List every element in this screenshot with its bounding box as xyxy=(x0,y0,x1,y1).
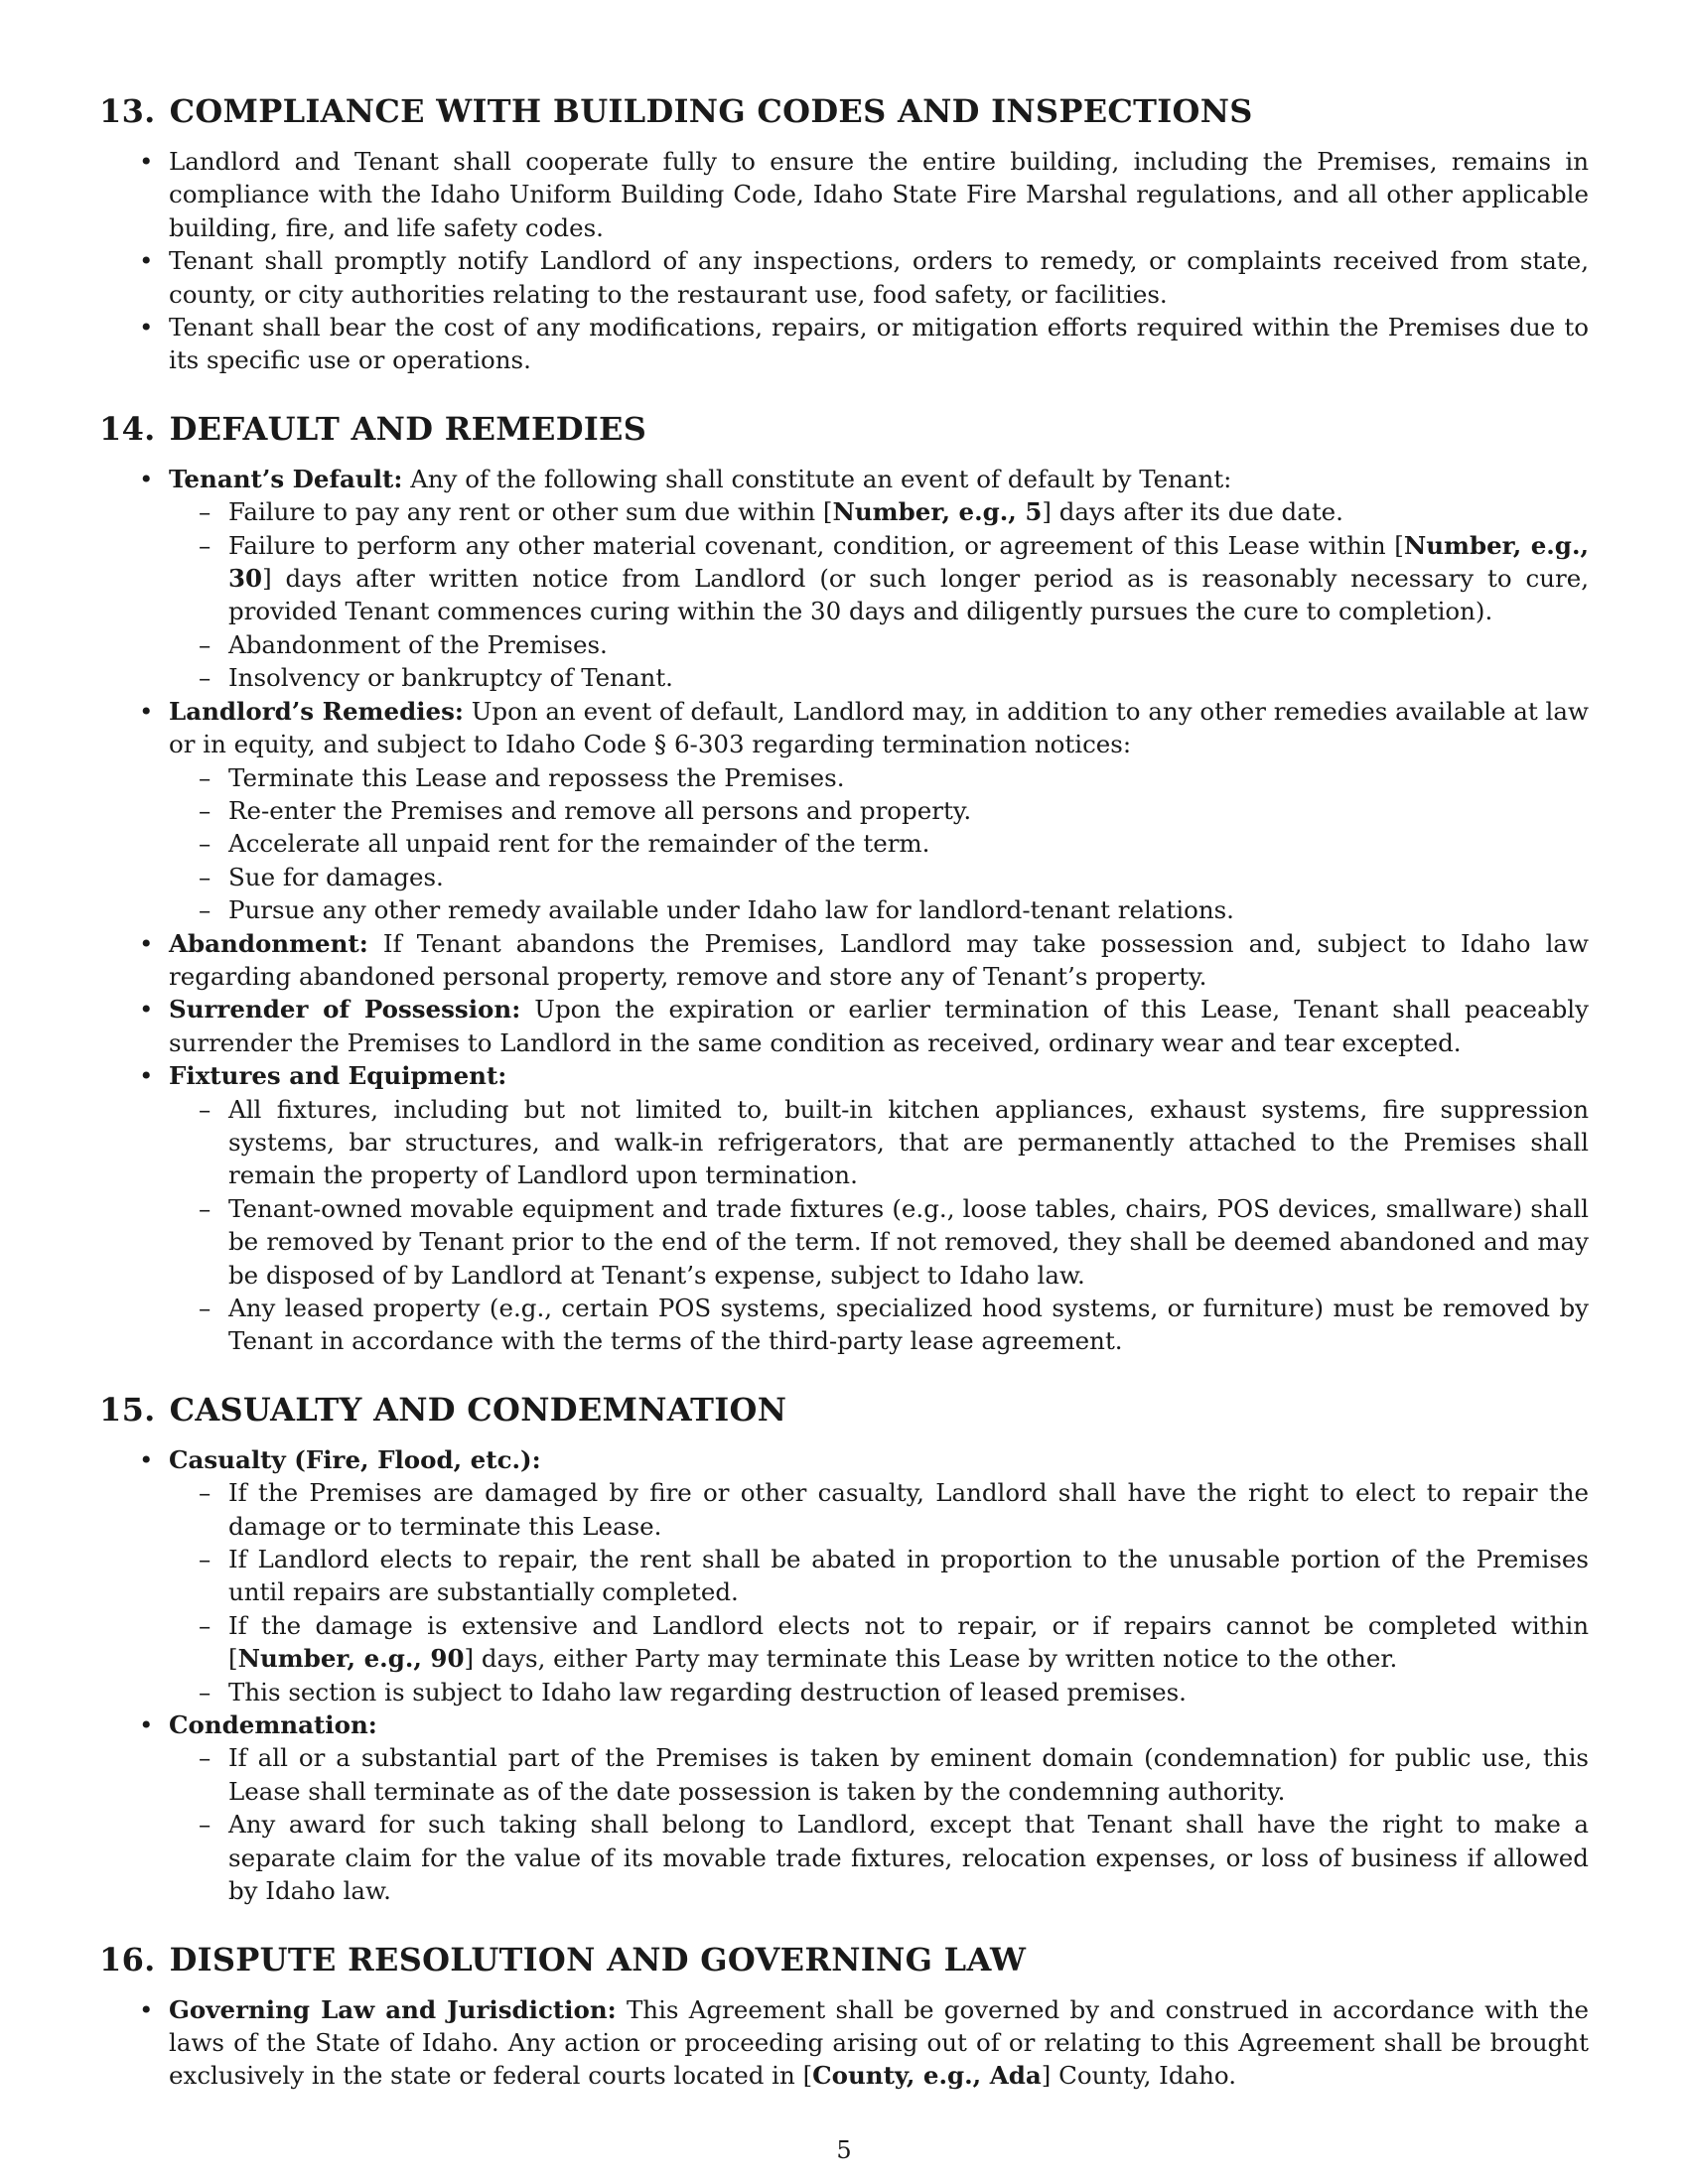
section-heading xyxy=(99,407,1589,451)
sub-list-item xyxy=(228,1476,1589,1543)
section-heading xyxy=(99,89,1589,133)
item-lead-term: Surrender of Possession: xyxy=(169,995,521,1024)
item-lead-term: Fixtures and Equipment: xyxy=(169,1061,507,1091)
item-lead-term: Landlord’s Remedies: xyxy=(169,696,464,726)
section-number: 14. xyxy=(99,409,156,448)
list-item xyxy=(169,927,1589,994)
sub-list xyxy=(169,495,1589,694)
item-text: Tenant shall bear the cost of any modifications, repairs, or mitigation efforts required within the Premises due to its specific use or operations. xyxy=(169,313,1589,375)
list-item xyxy=(169,1993,1589,2093)
section-15 xyxy=(99,1388,1589,1908)
section-title: CASUALTY AND CONDEMNATION xyxy=(169,1390,787,1429)
item-lead-term: County, e.g., Ada xyxy=(812,2061,1042,2091)
list-item xyxy=(169,1059,1589,1358)
section-number: 16. xyxy=(99,1940,156,1979)
item-text: Accelerate all unpaid rent for the remainder of the term. xyxy=(228,829,930,859)
item-text: Failure to pay any rent or other sum due within [ xyxy=(228,497,833,527)
list-item xyxy=(169,695,1589,927)
item-lead-term: Number, e.g., 30 xyxy=(228,530,1589,594)
item-lead-term: Governing Law and Jurisdiction: xyxy=(169,1994,617,2024)
list-item xyxy=(169,311,1589,377)
item-lead-term: Condemnation: xyxy=(169,1710,377,1740)
item-text: Terminate this Lease and repossess the Premises. xyxy=(228,762,845,792)
item-text: If the damage is extensive and Landlord elects not to repair, or if repairs cannot be completed within [ xyxy=(228,1610,1589,1674)
bullet-list xyxy=(99,463,1589,1358)
section-title: DISPUTE RESOLUTION AND GOVERNING LAW xyxy=(169,1940,1027,1979)
section-title: COMPLIANCE WITH BUILDING CODES AND INSPECTIONS xyxy=(169,92,1253,130)
section-number: 15. xyxy=(99,1390,156,1429)
sub-list-item xyxy=(228,1292,1589,1358)
sub-list-item xyxy=(228,495,1589,528)
item-text: All fixtures, including but not limited to, built-in kitchen appliances, exhaust systems, fire suppression systems, bar structures, and walk-in refrigerators, that are permanently attached to the Premises shall remain the property of Landlord upon termination. xyxy=(228,1094,1589,1190)
item-text: This section is subject to Idaho law regarding destruction of leased premises. xyxy=(228,1677,1187,1706)
sub-list-item xyxy=(228,1192,1589,1292)
item-lead-term: Number, e.g., 90 xyxy=(237,1644,465,1674)
sub-list xyxy=(169,1093,1589,1358)
item-text: If Tenant abandons the Premises, Landlord may take possession and, subject to Idaho law regarding abandoned personal property, remove and store any of Tenant’s property. xyxy=(169,928,1589,991)
sub-list-item xyxy=(228,1609,1589,1676)
list-item xyxy=(169,145,1589,244)
item-text: Sue for damages. xyxy=(228,862,444,891)
item-text: Failure to perform any other material covenant, condition, or agreement of this Lease within [ xyxy=(228,530,1404,560)
item-text: This Agreement shall be governed by and construed in accordance with the laws of the State of Idaho. Any action or proceeding arising out of or relating to this Agreement shall be brought exclusively in the state or federal courts located in [ xyxy=(169,1994,1590,2091)
list-item xyxy=(169,244,1589,311)
sub-list xyxy=(169,761,1589,927)
sub-list-item xyxy=(228,794,1589,827)
list-item xyxy=(169,1443,1589,1708)
section-number: 13. xyxy=(99,92,156,130)
document-page xyxy=(99,89,1589,2093)
item-text: Abandonment of the Premises. xyxy=(228,629,608,659)
item-lead-term: Abandonment: xyxy=(169,928,368,958)
item-text: ] County, Idaho. xyxy=(1041,2061,1236,2091)
sub-list-item xyxy=(228,1093,1589,1192)
item-text: Tenant shall promptly notify Landlord of any inspections, orders to remedy, or complaints received from state, county, or city authorities relating to the restaurant use, food safety, or facilities. xyxy=(169,246,1589,309)
item-text: Pursue any other remedy available under Idaho law for landlord-tenant relations. xyxy=(228,895,1234,925)
item-text: If Landlord elects to repair, the rent shall be abated in proportion to the unusable portion of the Premises until repairs are substantially completed. xyxy=(228,1545,1589,1607)
bullet-list xyxy=(99,145,1589,377)
section-heading xyxy=(99,1938,1589,1981)
item-text: Tenant-owned movable equipment and trade fixtures (e.g., loose tables, chairs, POS devices, smallware) shall be removed by Tenant prior to the end of the term. If not removed, they shall be deemed abandoned and may be disposed of by Landlord at Tenant’s expense, subject to Idaho law. xyxy=(228,1193,1589,1290)
sub-list-item xyxy=(228,893,1589,926)
item-text: Landlord and Tenant shall cooperate fully to ensure the entire building, including the Premises, remains in compliance with the Idaho Uniform Building Code, Idaho State Fire Marshal regulations, and all other applicable building, fire, and life safety codes. xyxy=(169,147,1589,242)
sub-list-item xyxy=(228,1741,1589,1808)
bullet-list xyxy=(99,1443,1589,1908)
section-heading xyxy=(99,1388,1589,1432)
sub-list-item xyxy=(228,661,1589,694)
sub-list-item xyxy=(228,827,1589,860)
sub-list xyxy=(169,1741,1589,1907)
list-item xyxy=(169,993,1589,1059)
list-item xyxy=(169,463,1589,695)
sub-list-item xyxy=(228,628,1589,661)
section-title: DEFAULT AND REMEDIES xyxy=(169,409,647,448)
item-text: Upon the expiration or earlier termination of this Lease, Tenant shall peaceably surrender the Premises to Landlord in the same condition as received, ordinary wear and tear excepted. xyxy=(169,995,1589,1057)
section-14 xyxy=(99,407,1589,1358)
sub-list xyxy=(169,1476,1589,1708)
sub-list-item xyxy=(228,761,1589,794)
item-lead-term: Casualty (Fire, Flood, etc.): xyxy=(169,1444,541,1474)
item-text: If the Premises are damaged by fire or other casualty, Landlord shall have the right to elect to repair the damage or to terminate this Lease. xyxy=(228,1478,1589,1541)
item-text: ] days after written notice from Landlord (or such longer period as is reasonably necessary to cure, provided Tenant commences curing within the 30 days and diligently pursues the cure to completion). xyxy=(228,564,1589,626)
item-lead-term: Number, e.g., 5 xyxy=(832,497,1043,527)
bullet-list xyxy=(99,1993,1589,2093)
item-text: Any leased property (e.g., certain POS systems, specialized hood systems, or furniture) must be removed by Tenant in accordance with the terms of the third-party lease agreement. xyxy=(228,1294,1589,1356)
item-lead-term: Tenant’s Default: xyxy=(169,464,403,493)
item-text: If all or a substantial part of the Premises is taken by eminent domain (condemnation) for public use, this Lease shall terminate as of the date possession is taken by the condemning authority. xyxy=(228,1743,1589,1806)
list-item xyxy=(169,1708,1589,1907)
section-16 xyxy=(99,1938,1589,2093)
sub-list-item xyxy=(228,1543,1589,1609)
item-text: Upon an event of default, Landlord may, in addition to any other remedies available at law or in equity, and subject to Idaho Code § 6-303 regarding termination notices: xyxy=(169,696,1589,759)
item-text: Any award for such taking shall belong to Landlord, except that Tenant shall have the right to make a separate claim for the value of its movable trade fixtures, relocation expenses, or loss of business if allowed by Idaho law. xyxy=(228,1810,1589,1906)
item-text: Any of the following shall constitute an event of default by Tenant: xyxy=(402,464,1232,493)
item-text: Insolvency or bankruptcy of Tenant. xyxy=(228,663,673,693)
item-text: ] days, either Party may terminate this Lease by written notice to the other. xyxy=(464,1644,1398,1674)
page-number: 5 xyxy=(836,2136,852,2164)
sub-list-item xyxy=(228,861,1589,893)
sub-list-item xyxy=(228,1808,1589,1907)
item-text: Re-enter the Premises and remove all persons and property. xyxy=(228,795,972,825)
sub-list-item xyxy=(228,1676,1589,1708)
sub-list-item xyxy=(228,529,1589,628)
item-text: ] days after its due date. xyxy=(1042,497,1343,527)
section-13 xyxy=(99,89,1589,377)
